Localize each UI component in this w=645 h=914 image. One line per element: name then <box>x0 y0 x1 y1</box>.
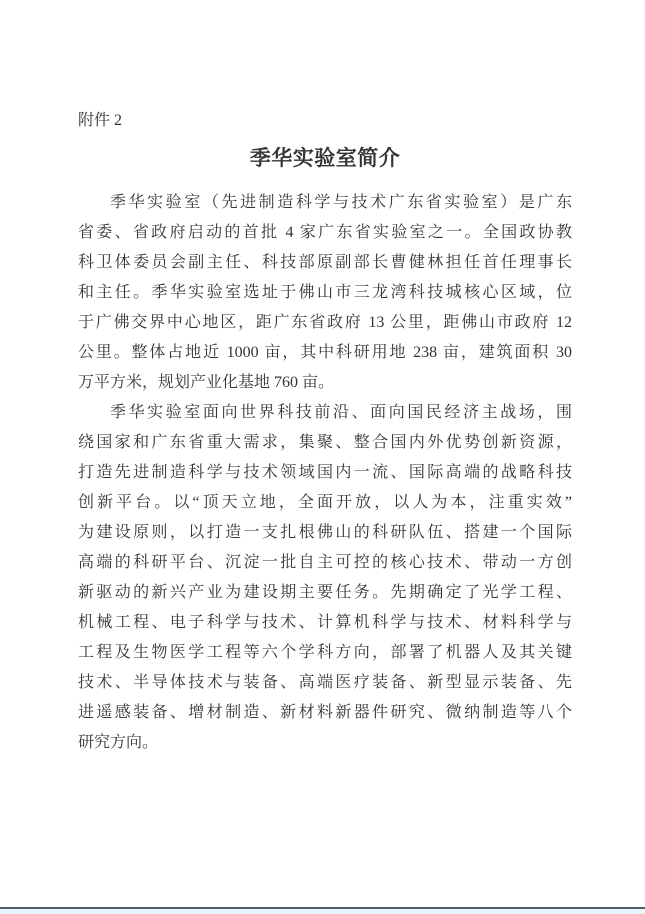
paragraph-2 <box>78 398 572 758</box>
text-line: 高端的科研平台、沉淀一批自主可控的核心技术、带动一方创 <box>78 554 572 571</box>
text-line: 进遥感装备、增材制造、新材料新器件研究、微纳制造等八个 <box>78 704 572 721</box>
text-line: 新驱动的新兴产业为建设期主要任务。先期确定了光学工程、 <box>78 584 572 601</box>
text-line: 公里。整体占地近 1000 亩，其中科研用地 238 亩，建筑面积 30 <box>78 344 572 361</box>
text-line: 工程及生物医学工程等六个学科方向，部署了机器人及其关键 <box>78 644 572 661</box>
text-line: 机械工程、电子科学与技术、计算机科学与技术、材料科学与 <box>78 614 572 631</box>
window-bottom-edge <box>0 907 645 914</box>
text-line: 技术、半导体技术与装备、高端医疗装备、新型显示装备、先 <box>78 674 572 691</box>
text-line: 和主任。季华实验室选址于佛山市三龙湾科技城核心区域，位 <box>78 284 572 301</box>
text-line: 打造先进制造科学与技术领域国内一流、国际高端的战略科技 <box>78 464 572 481</box>
text-line: 季华实验室面向世界科技前沿、面向国民经济主战场，围 <box>110 404 572 421</box>
text-line: 绕国家和广东省重大需求，集聚、整合国内外优势创新资源， <box>78 434 572 451</box>
text-line: 科卫体委员会副主任、科技部原副部长曹健林担任首任理事长 <box>78 254 572 271</box>
text-line: 创新平台。以“顶天立地，全面开放，以人为本，注重实效” <box>78 494 572 511</box>
text-line: 于广佛交界中心地区，距广东省政府 13 公里，距佛山市政府 12 <box>78 314 572 331</box>
text-line: 为建设原则，以打造一支扎根佛山的科研队伍、搭建一个国际 <box>78 524 572 541</box>
text-line: 省委、省政府启动的首批 4 家广东省实验室之一。全国政协教 <box>78 224 572 241</box>
text-line: 研究方向。 <box>78 734 159 751</box>
text-line: 季华实验室（先进制造科学与技术广东省实验室）是广东 <box>110 194 572 211</box>
paragraph-1 <box>78 188 572 398</box>
attachment-label: 附件 2 <box>78 112 123 129</box>
document-page <box>78 110 572 758</box>
text-line: 万平方米，规划产业化基地 760 亩。 <box>78 374 335 391</box>
page-title: 季华实验室简介 <box>249 146 401 170</box>
